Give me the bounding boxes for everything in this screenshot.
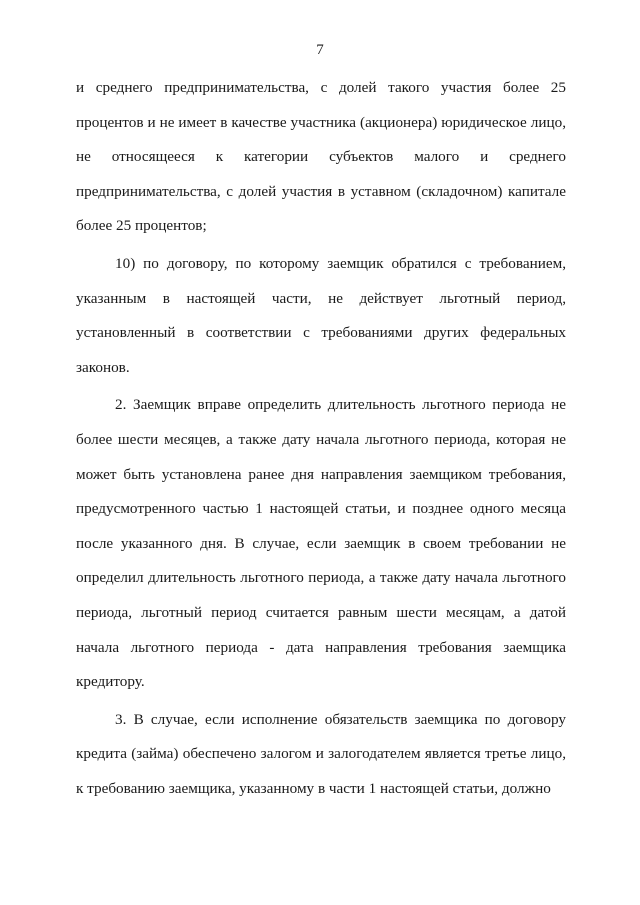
paragraph-section-3: 3. В случае, если исполнение обязательств заемщика по договору кредита (займа) обеспечено залогом и залогодателем является третье лицо, к требованию заемщика, указанному в части 1 настоящей статьи, должно <box>76 710 566 797</box>
document-body <box>76 71 566 806</box>
page-number: 7 <box>316 42 324 58</box>
paragraph-continued: и среднего предпринимательства, с долей такого участия более 25 процентов и не имеет в качестве участника (акционера) юридическое лицо, не относящееся к категории субъектов малого и среднего предпринимательства, с долей участия в уставном (складочном) капитале более 25 процентов; <box>76 79 566 235</box>
paragraph-section-2: 2. Заемщик вправе определить длительность льготного периода не более шести месяцев, а также дату начала льготного периода, которая не может быть установлена ранее дня направления заемщиком требования, предусмотренного частью 1 настоящей статьи, и позднее одного месяца после указанного дня. В случае, если заемщик в своем требовании не определил длительность льготного периода, а также дату начала льготного периода, льготный период считается равным шести месяцам, а датой начала льготного периода - дата направления требования заемщика кредитору. <box>76 396 566 691</box>
paragraph-item-10: 10) по договору, по которому заемщик обратился с требованием, указанным в настоящей части, не действует льготный период, установленный в соответствии с требованиями других федеральных законов. <box>76 254 566 376</box>
